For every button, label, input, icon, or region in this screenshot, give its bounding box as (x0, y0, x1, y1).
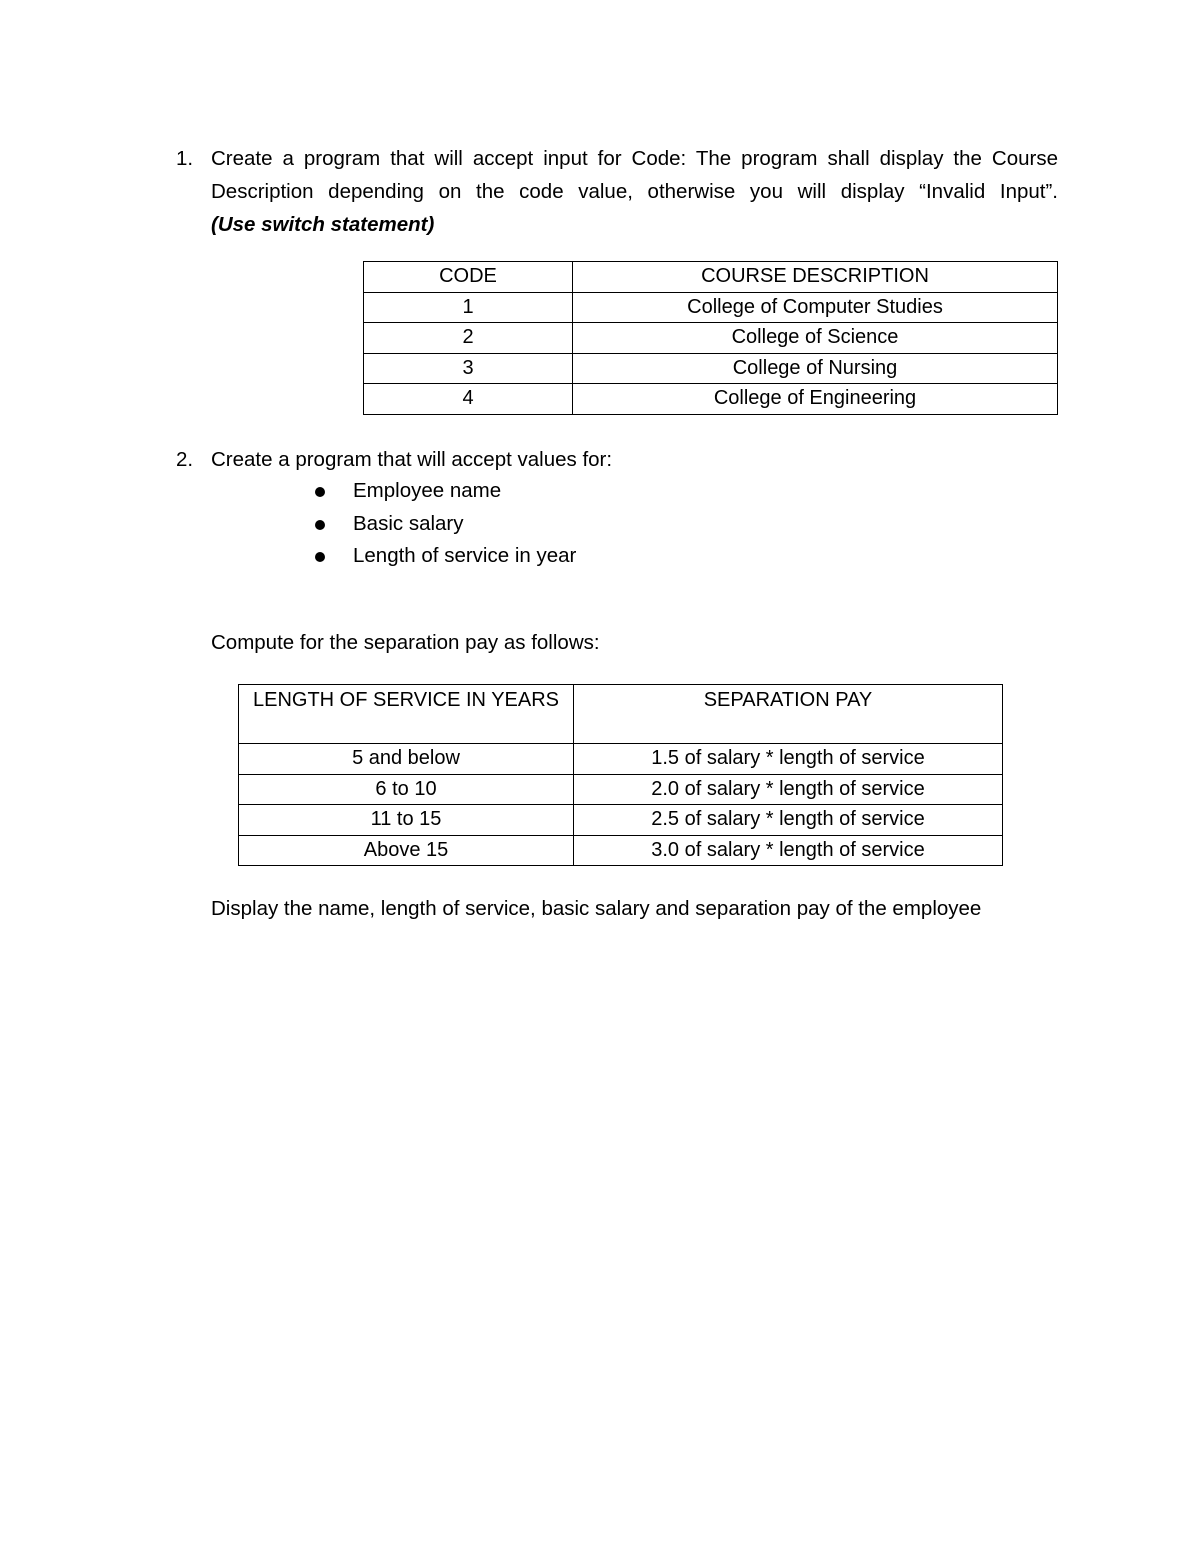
question-1 (176, 142, 1058, 241)
table-row (239, 774, 1003, 805)
question-1-emphasis: (Use switch statement) (211, 213, 435, 236)
table-cell: College of Nursing (573, 353, 1058, 384)
list-item-label: Length of service in year (353, 544, 577, 567)
table-cell: 5 and below (239, 744, 574, 775)
input-values-list (313, 475, 576, 573)
question-2-text: Create a program that will accept values for: (211, 448, 613, 471)
table-cell: 11 to 15 (239, 805, 574, 836)
table-cell: 6 to 10 (239, 774, 574, 805)
table-cell: 1.5 of salary * length of service (574, 744, 1003, 775)
table-header-row (364, 262, 1058, 293)
table-cell: 1 (364, 292, 573, 323)
table-cell: 2 (364, 323, 573, 354)
table-row (239, 805, 1003, 836)
question-2-number: 2. (176, 448, 194, 471)
table-cell: College of Science (573, 323, 1058, 354)
table-header-row (239, 685, 1003, 744)
table-header-cell: LENGTH OF SERVICE IN YEARS (239, 685, 574, 744)
table-header-cell: COURSE DESCRIPTION (573, 262, 1058, 293)
question-1-line-2: Description depending on the code value, otherwise you will display “Invalid Input”. (211, 180, 1058, 203)
table-header-cell: SEPARATION PAY (574, 685, 1003, 744)
list-item-label: Employee name (353, 479, 502, 502)
table-row (364, 384, 1058, 415)
table-cell: College of Engineering (573, 384, 1058, 415)
table-row (239, 744, 1003, 775)
question-1-text (211, 142, 1058, 241)
table-cell: 3.0 of salary * length of service (574, 835, 1003, 866)
list-item (313, 508, 576, 541)
table-cell: 3 (364, 353, 573, 384)
table-cell: 4 (364, 384, 573, 415)
table-row (364, 323, 1058, 354)
list-item-label: Basic salary (353, 511, 464, 535)
table-cell: 2.5 of salary * length of service (574, 805, 1003, 836)
question-2 (176, 443, 1058, 476)
question-1-line-1: Create a program that will accept input for Code: The program shall display the Course (211, 147, 1058, 170)
question-1-number: 1. (176, 147, 194, 170)
course-code-table (363, 261, 1058, 415)
bullet-icon (315, 487, 325, 497)
separation-pay-table (238, 684, 1003, 866)
table-cell: College of Computer Studies (573, 292, 1058, 323)
table-header-cell: CODE (364, 262, 573, 293)
list-item (313, 475, 576, 508)
bullet-icon (315, 520, 325, 530)
display-instruction: Display the name, length of service, basic salary and separation pay of the employee (211, 897, 982, 920)
table-cell: 2.0 of salary * length of service (574, 774, 1003, 805)
table-row (364, 292, 1058, 323)
table-row (239, 835, 1003, 866)
list-item (313, 540, 576, 573)
table-cell: Above 15 (239, 835, 574, 866)
bullet-icon (315, 552, 325, 562)
table-row (364, 353, 1058, 384)
compute-instruction: Compute for the separation pay as follows: (211, 631, 600, 654)
